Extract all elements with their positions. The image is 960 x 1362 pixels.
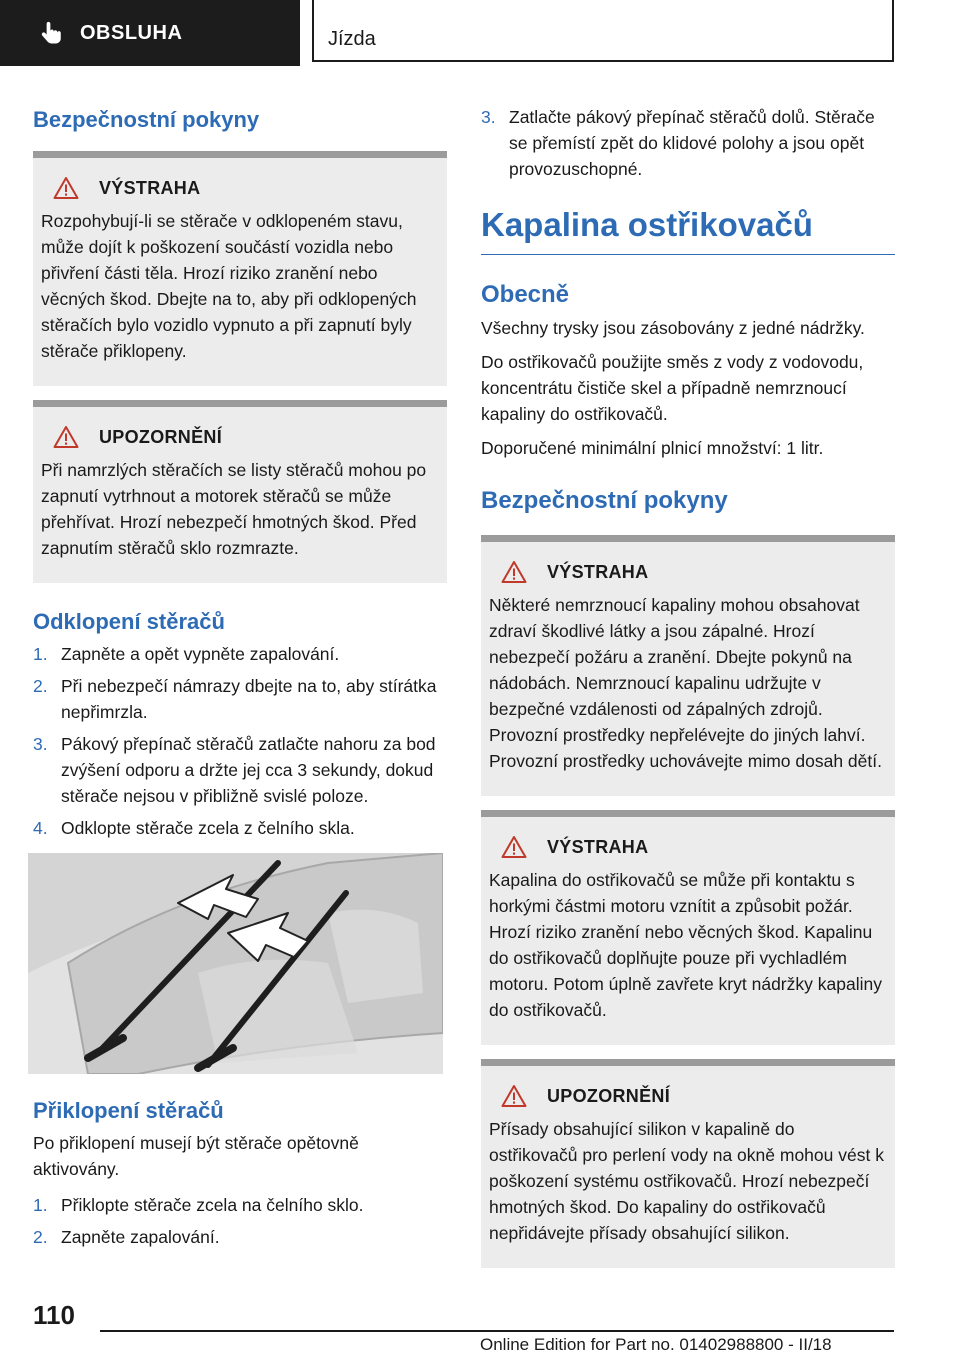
warning-title: VÝSTRAHA bbox=[99, 177, 201, 198]
list-item: 3. Zatlačte pákový přepínač stěračů dolů. Stěrače se přemístí zpět do klidové polohy a jsou opět provozuschopné. bbox=[481, 107, 875, 179]
section-label: Jízda bbox=[328, 28, 376, 50]
left-column bbox=[33, 95, 447, 1256]
wiper-illustration bbox=[28, 853, 443, 1074]
general-paragraph: Do ostřikovačů použijte směs z vody z vodovodu, koncentrátu čističe skel a případně nemrznoucí kapaliny do ostřikovačů. bbox=[481, 352, 864, 424]
notice-box bbox=[33, 400, 447, 583]
list-item: 1. Zapněte a opět vypněte zapalování. bbox=[33, 644, 340, 664]
warning-triangle-icon bbox=[501, 560, 527, 584]
page-number: 110 bbox=[33, 1300, 75, 1330]
notice-text: Přísady obsahující silikon v kapalině do ostřikovačů pro perlení vody na okně mohou vést k poškození systému ostřikovačů. Hrozí nebezpečí hmotných škod. Do kapaliny do ostřikovačů nepřidávejte přísady obsahující silikon. bbox=[489, 1119, 884, 1243]
notice-text: Při namrzlých stěračích se listy stěračů mohou po zapnutí vytrhnout a motorek stěračů se může přehřívat. Hrozí nebezpečí hmotných škod. Před zapnutím stěračů sklo rozmrazte. bbox=[41, 460, 427, 558]
warning-box bbox=[481, 535, 895, 796]
list-item: 2. Zapněte zapalování. bbox=[33, 1227, 220, 1247]
warning-text: Některé nemrznoucí kapaliny mohou obsahovat zdraví škodlivé látky a jsou zápalné. Hrozí nebezpečí požáru a zranění. Dbejte pokynů na nádobách. Nemrznoucí kapalinu udržujte v bezpečné vzdálenosti od zápalných zdrojů. Provozní prostředky nepřelévejte do jiných lahví. Provozní prostředky uchovávejte mimo dosah dětí. bbox=[489, 595, 882, 771]
safety-heading-right: Bezpečnostní pokyny bbox=[481, 487, 728, 514]
notice-box bbox=[481, 1059, 895, 1268]
chapter-label: OBSLUHA bbox=[80, 21, 183, 44]
right-column bbox=[481, 104, 895, 1282]
car-windshield-image bbox=[28, 853, 443, 1074]
edition-text: Online Edition for Part no. 01402988800 - II/18 bbox=[480, 1335, 832, 1354]
hand-pointer-icon bbox=[38, 19, 66, 47]
general-heading: Obecně bbox=[481, 281, 570, 308]
list-item: 1. Přiklopte stěrače zcela na čelního sklo. bbox=[33, 1195, 364, 1215]
general-paragraph: Doporučené minimální plnicí množství: 1 litr. bbox=[481, 438, 824, 458]
warning-text: Kapalina do ostřikovačů se může při kontaktu s horkými částmi motoru vznítit a způsobit požár. Hrozí riziko zranění nebo věcných škod. Kapalinu do ostřikovačů doplňujte pouze při vychladlém motoru. Potom úplně zavřete kryt nádržky kapaliny do ostřikovačů. bbox=[489, 870, 882, 1020]
notice-title: UPOZORNĚNÍ bbox=[99, 426, 223, 447]
fold-in-steps-continued bbox=[481, 104, 895, 182]
notice-title: UPOZORNĚNÍ bbox=[547, 1085, 671, 1106]
chapter-tab[interactable] bbox=[0, 0, 300, 66]
fold-out-heading: Odklopení stěračů bbox=[33, 609, 225, 634]
general-paragraph: Všechny trysky jsou zásobovány z jedné nádržky. bbox=[481, 318, 865, 338]
warning-title: VÝSTRAHA bbox=[547, 561, 649, 582]
fold-out-steps bbox=[33, 641, 447, 841]
warning-text: Rozpohybují-li se stěrače v odklopeném stavu, může dojít k poškození součástí vozidla nebo přivření části těla. Hrozí riziko zranění nebo věcných škod. Dbejte na to, aby při odklopených stěračích bylo vozidlo vypnuto a při zapnutí byly stěrače přiklopeny. bbox=[41, 211, 417, 361]
fold-in-steps bbox=[33, 1192, 447, 1250]
warning-triangle-icon bbox=[53, 176, 79, 200]
list-item: 4. Odklopte stěrače zcela z čelního skla. bbox=[33, 818, 355, 838]
footer-divider bbox=[100, 1330, 894, 1332]
list-item: 2. Při nebezpečí námrazy dbejte na to, aby stírátka nepřimrzla. bbox=[33, 676, 437, 722]
warning-box bbox=[481, 810, 895, 1045]
warning-triangle-icon bbox=[501, 835, 527, 859]
warning-box bbox=[33, 151, 447, 386]
warning-triangle-icon bbox=[53, 425, 79, 449]
fold-in-heading: Přiklopení stěračů bbox=[33, 1098, 224, 1123]
warning-triangle-icon bbox=[501, 1084, 527, 1108]
page-header bbox=[0, 0, 960, 66]
fold-in-intro: Po přiklopení musejí být stěrače opětovně aktivovány. bbox=[33, 1133, 359, 1179]
list-item: 3. Pákový přepínač stěračů zatlačte nahoru za bod zvýšení odporu a držte jej cca 3 sekundy, dokud stěrače nejsou v přibližně svislé poloze. bbox=[33, 734, 436, 806]
section-tab bbox=[312, 0, 894, 62]
warning-title: VÝSTRAHA bbox=[547, 836, 649, 857]
washer-fluid-heading: Kapalina ostřikovačů bbox=[481, 206, 895, 255]
safety-heading-left: Bezpečnostní pokyny bbox=[33, 107, 260, 132]
